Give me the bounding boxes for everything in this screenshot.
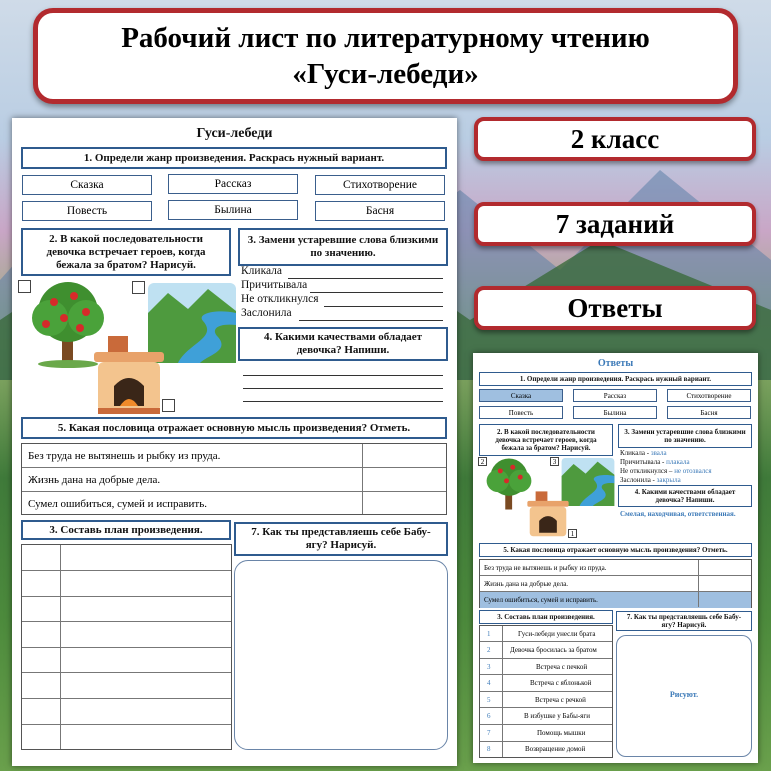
genre-option[interactable]: Былина: [168, 200, 298, 220]
answer-q6-header: 3. Составь план произведения.: [479, 610, 613, 624]
plan-item: Гуси-лебеди унесли брата: [518, 630, 596, 638]
drawing-area[interactable]: [234, 560, 448, 750]
answer-word: Заслонила - закрыла: [620, 476, 681, 484]
answer-line[interactable]: [243, 375, 443, 376]
answer-plan-table: 1 Гуси-лебеди унесли брата 2 Девочка бросилась за братом 3 Встреча с печкой 4 Встреча с яблонькой 5 Встреча с речкой 6 В избушке у Бабы-яги 7 Помощь мышки 8 Возвращение домой: [479, 625, 613, 758]
oven-icon: [90, 336, 168, 416]
word-item: Кликала: [241, 265, 283, 277]
answer-q2-header: 2. В какой последовательности девочка встречает героев, когда бежала за братом? Нарисуй.: [479, 424, 613, 456]
answer-q4-text: Смелая, находчивая, ответственная.: [620, 510, 736, 518]
question-2-header: 2. В какой последовательности девочка встречает героев, когда бежала за братом? Нарисуй.: [21, 228, 231, 276]
answer-line[interactable]: [299, 320, 443, 321]
worksheet: [12, 118, 457, 766]
order-number: 1: [568, 529, 577, 538]
answer-line[interactable]: [324, 306, 443, 307]
plan-item: Встреча с печкой: [536, 663, 588, 671]
genre-option: Стихотворение: [667, 389, 751, 402]
genre-option: Рассказ: [573, 389, 657, 402]
order-number: 3: [550, 457, 559, 466]
answer-word: Кликала - звала: [620, 449, 667, 457]
plan-item: Помощь мышки: [537, 729, 586, 737]
oven-icon: [525, 491, 571, 539]
plan-item: Встреча с речкой: [535, 696, 586, 704]
proverb-text: Жизнь дана на добрые дела.: [28, 474, 161, 486]
genre-option[interactable]: Басня: [315, 201, 445, 221]
answer-q4-header: 4. Какими качествами обладает девочка? Напиши.: [618, 485, 752, 507]
question-7-header: 7. Как ты представляешь себе Бабу-ягу? Нарисуй.: [234, 522, 448, 556]
tasks-tag: 7 заданий: [474, 202, 756, 246]
proverb-table: [21, 443, 447, 515]
answer-line[interactable]: [288, 278, 443, 279]
question-1-header: 1. Определи жанр произведения. Раскрась нужный вариант.: [21, 147, 447, 169]
genre-option: Басня: [667, 406, 751, 419]
answer-line[interactable]: [243, 401, 443, 402]
plan-item: Девочка бросилась за братом: [510, 646, 597, 654]
order-number: 2: [478, 457, 487, 466]
proverb-text: Без труда не вытянешь и рыбку из пруда.: [28, 450, 221, 462]
proverb-text: Без труда не вытянешь и рыбку из пруда.: [484, 564, 607, 572]
genre-option[interactable]: Стихотворение: [315, 175, 445, 195]
answers-tag: Ответы: [474, 286, 756, 330]
order-checkbox[interactable]: [162, 399, 175, 412]
answer-q7-text: Рисуют.: [669, 690, 699, 699]
genre-option: Повесть: [479, 406, 563, 419]
answer-q1-header: 1. Определи жанр произведения. Раскрась нужный вариант.: [479, 372, 752, 386]
plan-item: В избушке у Бабы-яги: [524, 712, 591, 720]
answer-line[interactable]: [243, 388, 443, 389]
answer-q5-header: 5. Какая пословица отражает основную мысль произведения? Отметь.: [479, 543, 752, 557]
question-3-header: 3. Замени устаревшие слова близкими по значению.: [238, 228, 448, 266]
question-5-header: 5. Какая пословица отражает основную мысль произведения? Отметь.: [21, 417, 447, 439]
genre-option[interactable]: Повесть: [22, 201, 152, 221]
answer-line[interactable]: [310, 292, 443, 293]
question-4-header: 4. Какими качествами обладает девочка? Напиши.: [238, 327, 448, 361]
answer-word: Причитывала - плакала: [620, 458, 690, 466]
plan-item: Встреча с яблонькой: [530, 679, 592, 687]
plan-item: Возвращение домой: [525, 745, 586, 753]
genre-option-selected: Сказка: [479, 389, 563, 402]
proverb-text-selected: Сумел ошибиться, сумей и исправить.: [484, 596, 598, 604]
answer-word: Не откликнулся – не отозвался: [620, 467, 712, 475]
question-6-header: 3. Составь план произведения.: [21, 520, 231, 540]
order-checkbox[interactable]: [132, 281, 145, 294]
grade-tag: 2 класс: [474, 117, 756, 161]
proverb-text: Жизнь дана на добрые дела.: [484, 580, 569, 588]
word-item: Не откликнулся: [241, 293, 319, 305]
title-line-1: Рабочий лист по литературному чтению: [121, 22, 650, 54]
title-line-2: «Гуси-лебеди»: [292, 58, 479, 90]
answer-sheet: [473, 353, 758, 763]
genre-option[interactable]: Сказка: [22, 175, 152, 195]
genre-option[interactable]: Рассказ: [168, 174, 298, 194]
answer-q7-header: 7. Как ты представляешь себе Бабу-ягу? Нарисуй.: [616, 611, 752, 631]
word-item: Причитывала: [241, 279, 308, 291]
answer-proverb-table: [479, 559, 752, 608]
word-item: Заслонила: [241, 307, 292, 319]
worksheet-title: Гуси-лебеди: [196, 126, 273, 141]
answer-q3-header: 3. Замени устаревшие слова близкими по значению.: [618, 424, 752, 448]
genre-option: Былина: [573, 406, 657, 419]
answer-title: Ответы: [597, 358, 634, 369]
plan-table[interactable]: [21, 544, 232, 750]
title-banner: [33, 8, 738, 104]
proverb-text: Сумел ошибиться, сумей и исправить.: [28, 498, 208, 510]
